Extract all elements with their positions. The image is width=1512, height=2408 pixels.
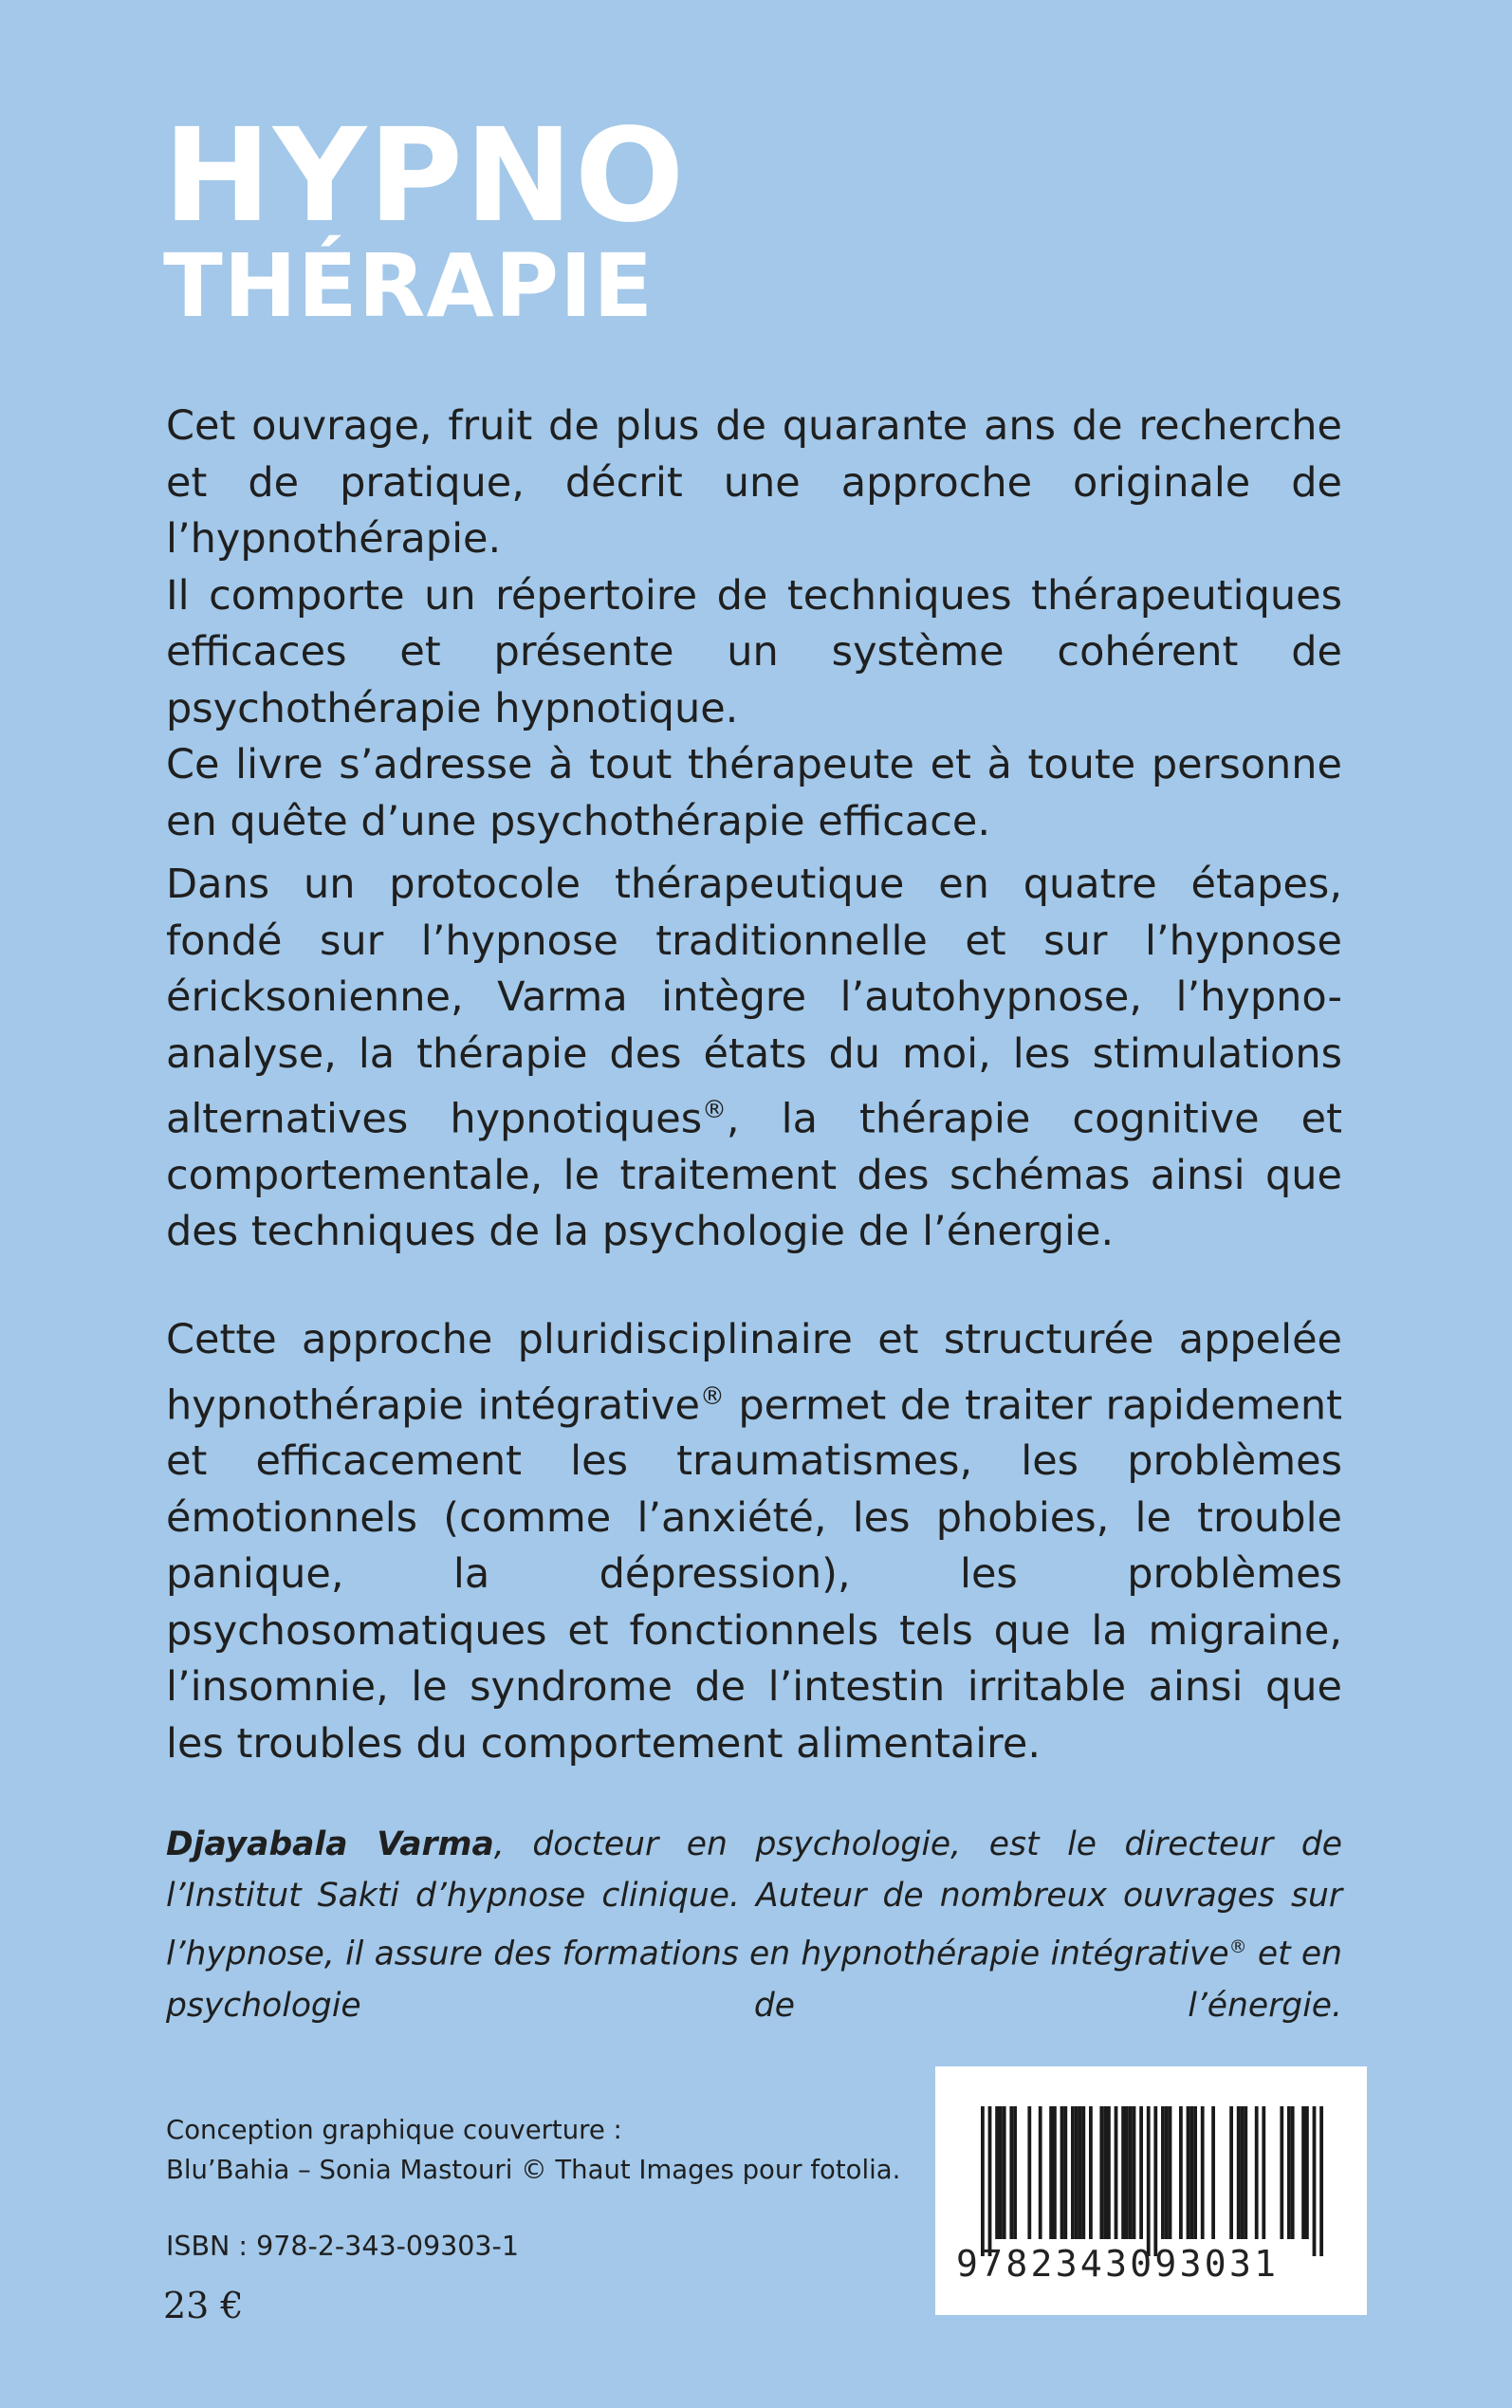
paragraph-3-text-b: permet de traiter rapidement et efficacement les traumatismes, les problèmes émotionnels (comme l’anxiété, les phobies, le trouble panique, la dépression), les problèmes psychosomatiques et fonctionnels tels que la migraine, l’insomnie, le syndrome de l’intestin irritable ainsi que les troubles du comportement alimentaire.: [166, 1380, 1342, 1768]
barcode-bar: [1063, 2106, 1067, 2239]
barcode-bar: [1211, 2106, 1215, 2239]
cover-credits: [166, 2110, 900, 2190]
barcode-bar: [1009, 2106, 1013, 2239]
barcode-digits: 9782343093031: [956, 2243, 1280, 2285]
title-line-1: HYPNO: [163, 102, 687, 251]
barcode-bar: [1291, 2106, 1295, 2239]
paragraph-2-text-b: , la thérapie cognitive et comportementale, le traitement des schémas ainsi que des techniques de la psychologie de l’énergie.: [166, 1095, 1342, 1256]
barcode-bar: [1139, 2106, 1143, 2239]
author-name: Djayabala Varma: [166, 1825, 494, 1863]
barcode-bar: [1201, 2106, 1205, 2239]
barcode-bar: [1053, 2106, 1057, 2239]
author-bio-text-b: et en psychologie de l’énergie.: [166, 1935, 1343, 2025]
barcode-bar: [1081, 2106, 1085, 2239]
credits-line-1: Conception graphique couverture :: [166, 2115, 622, 2145]
barcode-bar: [1060, 2106, 1064, 2239]
barcode-bar: [1319, 2106, 1323, 2256]
barcode-bar: [1049, 2106, 1053, 2239]
barcode-bar: [981, 2106, 985, 2256]
description-line: Ce livre s’adresse à tout thérapeute et à toute personne en quête d’une psychothérapie efficace.: [166, 741, 1342, 845]
barcode-bar: [1133, 2106, 1136, 2239]
barcode-bar: [1079, 2106, 1082, 2239]
isbn-label: ISBN : 978-2-343-09303-1: [166, 2231, 519, 2262]
author-bio-text-a: , docteur en psychologie, est le directeur de l’Institut Sakti d’hypnose clinique. Auteur de nombreux ouvrages sur l’hypnose, il assure des formations en hypnothérapie intégrative: [166, 1825, 1342, 1973]
barcode-bar: [1089, 2106, 1093, 2239]
barcode-bar: [1280, 2106, 1283, 2239]
registered-mark: ®: [702, 1096, 727, 1124]
barcode-bar: [1153, 2106, 1157, 2256]
barcode-bar: [1099, 2106, 1103, 2239]
paragraph-3-text-a: Cette approche pluridisciplinaire et structurée appelée hypnothérapie intégrative: [166, 1316, 1342, 1429]
barcode-bar: [1237, 2106, 1241, 2239]
barcode-bar: [1169, 2106, 1172, 2239]
barcode-bar: [1165, 2106, 1169, 2239]
paragraph-2-text-a: Dans un protocole thérapeutique en quatre étapes, fondé sur l’hypnose traditionnelle et sur l’hypnose éricksonienne, Varma intègre l’autohypnose, l’hypno-analyse, la thérapie des états du moi, les stimulations alternatives hypnotiques: [166, 861, 1342, 1143]
barcode-bar: [1262, 2106, 1265, 2239]
barcode-bar: [1161, 2106, 1165, 2239]
barcode-bar: [1187, 2106, 1190, 2239]
barcode-bar: [1103, 2106, 1107, 2239]
barcode-bar: [1075, 2106, 1079, 2239]
barcode-bar: [1301, 2106, 1305, 2239]
barcode-bar: [1193, 2106, 1197, 2239]
barcode-bar: [1115, 2106, 1118, 2239]
credits-line-2: Blu’Bahia – Sonia Mastouri © Thaut Images pour fotolia.: [166, 2155, 901, 2185]
barcode-bar: [1013, 2106, 1017, 2239]
barcode: [935, 2066, 1367, 2315]
barcode-bar: [1039, 2106, 1042, 2239]
barcode-bar: [1107, 2106, 1111, 2239]
barcode-bar: [1147, 2106, 1151, 2256]
barcode-bar: [1305, 2106, 1309, 2239]
barcode-bar: [1313, 2106, 1317, 2256]
barcode-bar: [1125, 2106, 1129, 2239]
title-line-2: THÉRAPIE: [163, 235, 655, 337]
registered-mark: ®: [1228, 1936, 1247, 1957]
barcode-bar: [1027, 2106, 1031, 2239]
barcode-bar: [1189, 2106, 1193, 2239]
barcode-bar: [1129, 2106, 1133, 2239]
description-paragraph-2: [166, 857, 1342, 1261]
barcode-bar: [1071, 2106, 1075, 2239]
barcode-bar: [1287, 2106, 1291, 2239]
barcode-bar: [1179, 2106, 1183, 2239]
barcode-bar: [995, 2106, 999, 2239]
barcode-bar: [1121, 2106, 1125, 2239]
description-paragraph-3: [166, 1312, 1342, 1772]
barcode-bar: [988, 2106, 992, 2256]
barcode-bar: [1255, 2106, 1259, 2239]
barcode-bar: [1241, 2106, 1245, 2239]
description-line: Cet ouvrage, fruit de plus de quarante ans de recherche et de pratique, décrit une approche originale de l’hypnothérapie.: [166, 402, 1342, 563]
registered-mark: ®: [699, 1381, 725, 1411]
description-line: Il comporte un répertoire de techniques thérapeutiques efficaces et présente un système cohérent de psychothérapie hypnotique.: [166, 571, 1342, 732]
barcode-bar: [1003, 2106, 1006, 2239]
barcode-bar: [1229, 2106, 1233, 2239]
description-paragraph-1: [166, 398, 1342, 850]
book-title: [163, 102, 687, 337]
author-bio: [166, 1819, 1342, 2031]
barcode-bar: [999, 2106, 1003, 2239]
price-label: 23 €: [163, 2285, 244, 2326]
barcode-bar: [1244, 2106, 1247, 2239]
